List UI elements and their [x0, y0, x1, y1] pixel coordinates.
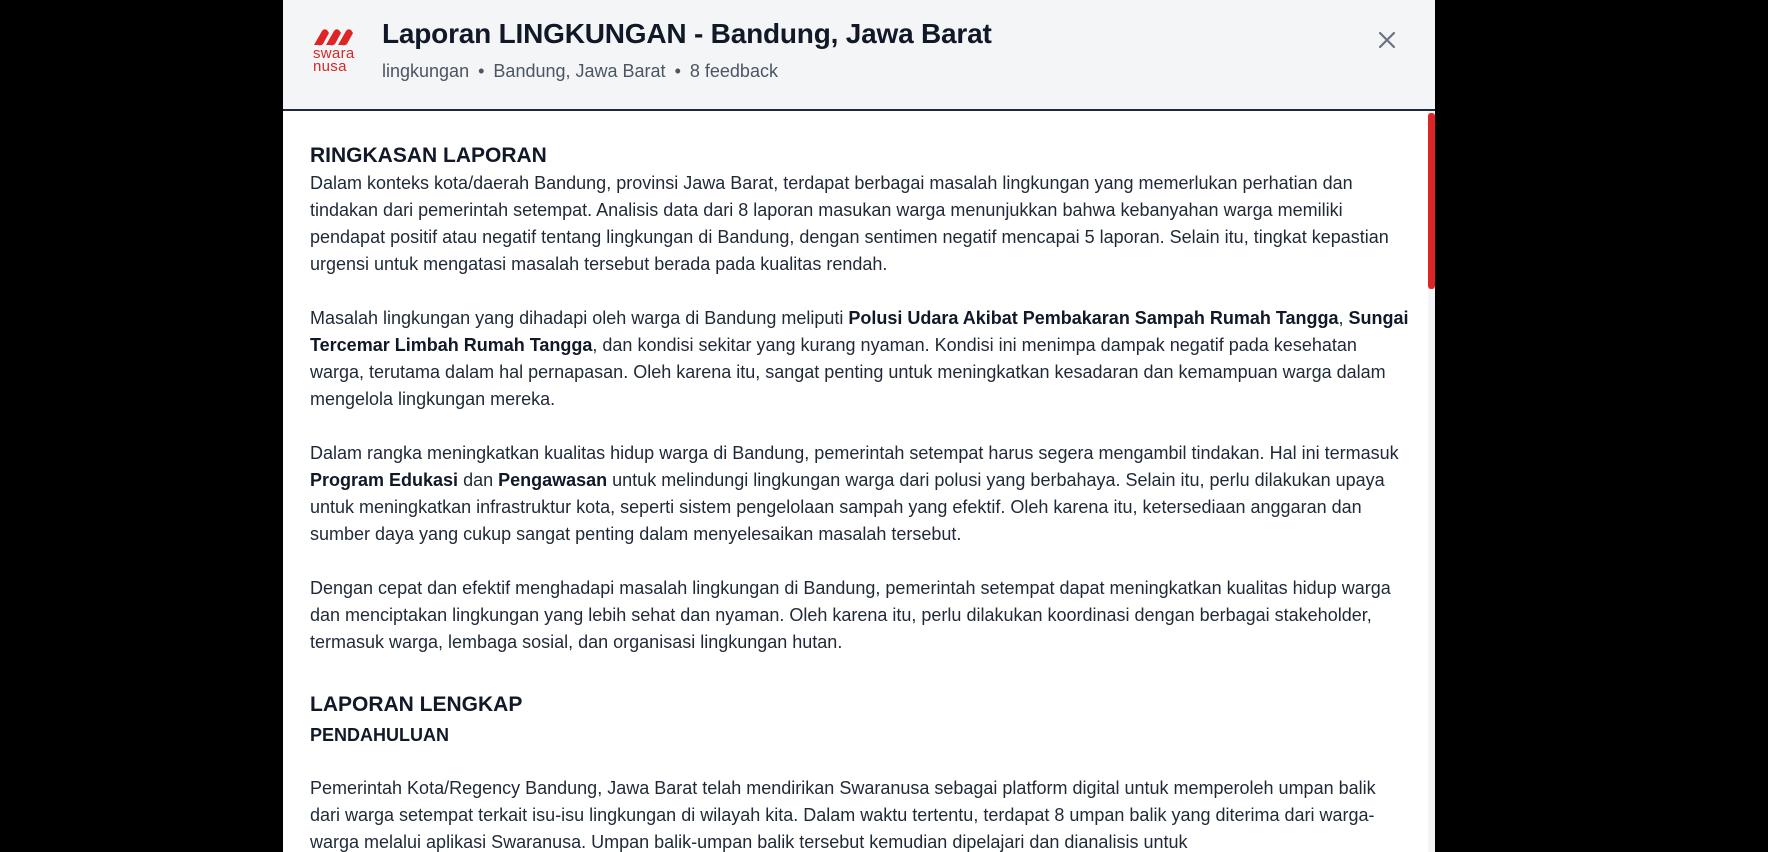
- summary-paragraph-2: [310, 305, 1410, 413]
- scrollbar-thumb[interactable]: [1428, 113, 1435, 289]
- meta-separator: •: [478, 61, 485, 81]
- report-content[interactable]: [283, 111, 1435, 852]
- swaranusa-logo: [312, 27, 362, 79]
- meta-feedback-count: 8 feedback: [689, 61, 778, 81]
- report-meta: [382, 61, 778, 82]
- text-run: dan: [458, 470, 499, 490]
- action-highlight: Pengawasan: [498, 470, 608, 490]
- logo-text: swara nusa: [313, 45, 355, 75]
- meta-category: lingkungan: [382, 61, 470, 81]
- meta-separator: •: [674, 61, 681, 81]
- page-title: Laporan LINGKUNGAN - Bandung, Jawa Barat: [382, 18, 992, 49]
- report-modal: [283, 0, 1435, 852]
- action-highlight: Program Edukasi: [310, 470, 459, 490]
- logo-mark: [312, 27, 356, 47]
- full-report-heading: LAPORAN LENGKAP: [310, 693, 523, 716]
- summary-paragraph-1: Dalam konteks kota/daerah Bandung, provinsi Jawa Barat, terdapat berbagai masalah lingkungan yang memerlukan perhatian dan tindakan dari pemerintah setempat. Analisis data dari 8 laporan masukan warga menunjukkan bahwa kebanyahan warga memiliki pendapat positif atau negatif tentang lingkungan di Bandung, dengan sentimen negatif mencapai 5 laporan. Selain itu, tingkat kepastian urgensi untuk mengatasi masalah tersebut berada pada kualitas rendah.: [310, 173, 1389, 274]
- summary-paragraph-3: [310, 440, 1410, 548]
- text-run: Dalam rangka meningkatkan kualitas hidup warga di Bandung, pemerintah setempat harus segera mengambil tindakan. Hal ini termasuk: [310, 443, 1399, 463]
- issue-highlight: Polusi Udara Akibat Pembakaran Sampah Rumah Tangga: [848, 308, 1339, 328]
- introduction-paragraph: Pemerintah Kota/Regency Bandung, Jawa Barat telah mendirikan Swaranusa sebagai platform digital untuk memperoleh umpan balik dari warga setempat terkait isu-isu lingkungan di wilayah kita. Dalam waktu tertentu, terdapat 8 umpan balik yang diterima dari warga-warga melalui aplikasi Swaranusa. Umpan balik-umpan balik tersebut kemudian dipelajari dan dianalisis untuk: [310, 778, 1376, 852]
- modal-header: [283, 0, 1435, 111]
- text-run: Masalah lingkungan yang dihadapi oleh warga di Bandung meliputi: [310, 308, 849, 328]
- issue-highlight: Sungai Tercemar Limbah Rumah Tangga: [310, 308, 1409, 355]
- meta-location: Bandung, Jawa Barat: [493, 61, 666, 81]
- introduction-heading: PENDAHULUAN: [310, 725, 449, 745]
- report-body: [310, 111, 1410, 852]
- summary-heading: RINGKASAN LAPORAN: [310, 144, 547, 167]
- scrollbar[interactable]: [1428, 111, 1435, 852]
- close-button[interactable]: [1373, 26, 1401, 54]
- text-run: , dan kondisi sekitar yang kurang nyaman. Kondisi ini menimpa dampak negatif pada kesehatan warga, terutama dalam hal pernapasan. Oleh karena itu, sangat penting untuk meningkatkan kesadaran dan kemampuan warga dalam mengelola lingkungan mereka.: [310, 335, 1386, 409]
- summary-paragraph-4: Dengan cepat dan efektif menghadapi masalah lingkungan di Bandung, pemerintah setempat dapat meningkatkan kualitas hidup warga dan menciptakan lingkungan yang lebih sehat dan nyaman. Oleh karena itu, perlu dilakukan koordinasi dengan berbagai stakeholder, termasuk warga, lembaga sosial, dan organisasi lingkungan hutan.: [310, 578, 1391, 652]
- text-run: ,: [1338, 308, 1349, 328]
- text-run: untuk melindungi lingkungan warga dari polusi yang berbahaya. Selain itu, perlu dilakukan upaya untuk meningkatkan infrastruktur kota, seperti sistem pengelolaan sampah yang efektif. Oleh karena itu, ketersediaan anggaran dan sumber daya yang cukup sangat penting dalam menyelesaikan masalah tersebut.: [310, 470, 1385, 544]
- close-icon: [1373, 26, 1401, 54]
